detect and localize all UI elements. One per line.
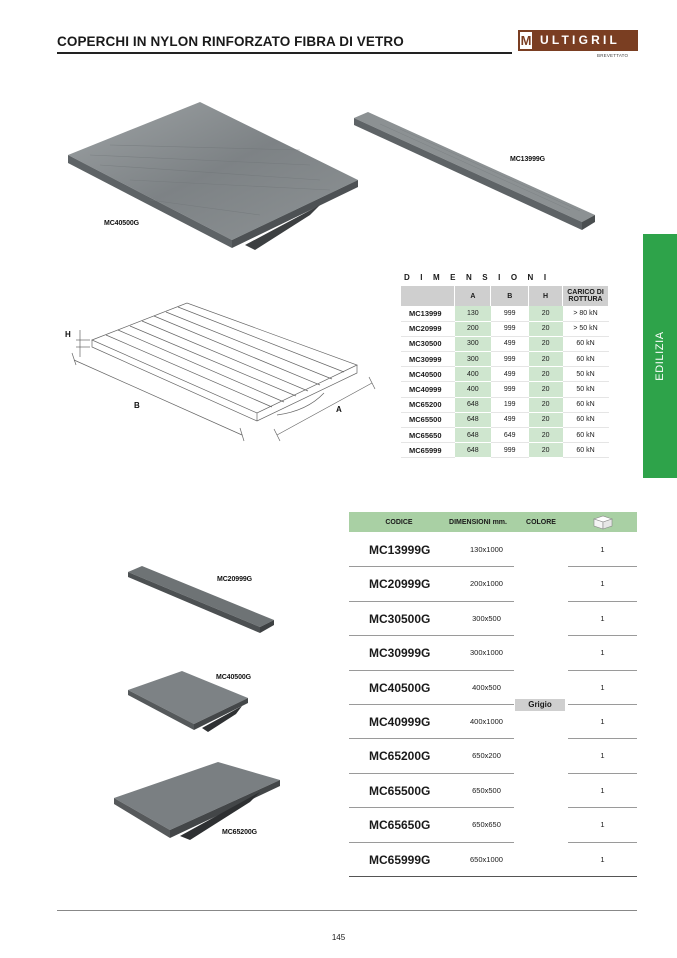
footer-divider [57,910,637,911]
product-dimensions: 650x1000 [470,854,503,864]
dim-value-cell: 648 [455,428,491,443]
dim-value-cell: 199 [491,397,529,412]
product-label: MC13999G [510,156,545,163]
dim-value-cell: 648 [455,412,491,427]
table-row [401,428,609,443]
product-code: MC65500G [369,783,431,798]
dimensions-table [401,286,609,458]
dim-code-cell: MC30500 [401,336,455,351]
product-code: MC30999G [369,646,431,661]
page-number: 145 [331,933,346,942]
dim-value-cell: 60 kN [563,443,609,458]
dim-value-cell: 999 [491,443,529,458]
dim-label-a: A [336,405,342,414]
product-code: MC65650G [369,818,431,833]
dim-value-cell: 499 [491,336,529,351]
dim-code-cell: MC13999 [401,306,455,321]
dim-value-cell: 60 kN [563,397,609,412]
table-row [401,367,609,382]
dim-value-cell: 649 [491,428,529,443]
list-item [349,774,637,808]
product-dimensions: 300x500 [472,613,501,623]
product-label: MC65200G [222,829,257,836]
dim-value-cell: 999 [491,321,529,336]
dim-value-cell: 499 [491,412,529,427]
dim-code-cell: MC30999 [401,352,455,367]
table-row [401,412,609,427]
dim-value-cell: 20 [529,428,563,443]
dim-value-cell: 400 [455,382,491,397]
product-quantity: 1 [600,579,605,589]
dim-value-cell: 60 kN [563,428,609,443]
dim-value-cell: 20 [529,336,563,351]
section-tab[interactable] [643,234,677,478]
product-code: MC30500G [369,611,431,626]
logo-subtitle: BREVETTATO [597,53,629,58]
table-row [401,336,609,351]
product-quantity: 1 [600,854,605,864]
list-item [349,808,637,842]
product-code: MC65999G [369,852,431,867]
product-dimensions: 650x500 [472,785,501,795]
dim-code-cell: MC65200 [401,397,455,412]
dim-value-cell: 20 [529,397,563,412]
list-item [349,533,637,567]
dim-value-cell: 20 [529,382,563,397]
dim-value-cell: 300 [455,352,491,367]
dim-header-load: CARICO DI ROTTURA [563,286,609,306]
dim-value-cell: 20 [529,352,563,367]
dim-code-cell: MC40500 [401,367,455,382]
page-title: COPERCHI IN NYLON RINFORZATO FIBRA DI VETRO [57,34,404,49]
list-item [349,739,637,773]
dim-value-cell: 400 [455,367,491,382]
product-dimensions: 650x200 [472,751,501,761]
product-quantity: 1 [600,682,605,692]
list-item [349,602,637,636]
dim-value-cell: 648 [455,397,491,412]
section-tab-label: EDILIZIA [654,331,666,381]
dim-value-cell: 20 [529,321,563,336]
table-row [401,397,609,412]
product-quantity: 1 [600,751,605,761]
table-bottom-rule [349,876,637,877]
product-quantity: 1 [600,648,605,658]
dim-code-cell: MC40999 [401,382,455,397]
cover-image-strip [350,110,610,240]
dim-value-cell: 999 [491,352,529,367]
product-label: MC20999G [217,576,252,583]
logo-letter: M [518,30,534,51]
dim-value-cell: > 80 kN [563,306,609,321]
dim-value-cell: 499 [491,367,529,382]
product-code: MC40500G [369,680,431,695]
dim-value-cell: 999 [491,382,529,397]
product-quantity: 1 [600,545,605,554]
product-code: MC20999G [369,577,431,592]
cover-image-large [60,100,370,260]
dim-value-cell: 20 [529,306,563,321]
table-row [401,443,609,458]
dim-value-cell: 200 [455,321,491,336]
dim-value-cell: > 50 kN [563,321,609,336]
dim-code-cell: MC65999 [401,443,455,458]
product-code: MC40999G [369,715,431,729]
dim-code-cell: MC65500 [401,412,455,427]
product-dimensions: 200x1000 [470,579,503,589]
col-header-code: CODICE [385,518,413,526]
product-code: MC13999G [369,543,431,557]
col-header-dimensions: DIMENSIONI mm. [449,518,507,526]
product-dimensions: 130x1000 [470,545,503,554]
dim-label-b: B [134,401,140,410]
list-item [349,843,637,877]
dim-value-cell: 648 [455,443,491,458]
dim-header-a: A [455,286,491,306]
product-quantity: 1 [600,820,605,830]
dim-value-cell: 50 kN [563,382,609,397]
product-dimensions: 300x1000 [470,648,503,658]
table-row [401,306,609,321]
color-badge: Grigio [515,699,565,711]
product-dimensions: 400x1000 [470,717,503,726]
dim-value-cell: 60 kN [563,352,609,367]
table-row [401,321,609,336]
dim-value-cell: 20 [529,412,563,427]
table-row [401,352,609,367]
dim-code-cell: MC20999 [401,321,455,336]
list-item [349,636,637,670]
cover-image-mc65200 [110,760,285,850]
product-label: MC40500G [104,220,139,227]
dimension-diagram [62,295,382,455]
product-table-header [349,512,637,532]
dim-code-cell: MC65650 [401,428,455,443]
list-item [349,671,637,705]
col-header-color: COLORE [526,518,556,526]
dim-value-cell: 300 [455,336,491,351]
product-code: MC65200G [369,749,431,764]
dim-value-cell: 60 kN [563,412,609,427]
logo-text: ULTIGRIL [534,30,638,51]
dim-label-h: H [65,330,71,339]
dim-value-cell: 50 kN [563,367,609,382]
box-icon [568,512,637,532]
list-item [349,705,637,739]
product-label: MC40500G [216,674,251,681]
product-dimensions: 400x500 [472,682,501,692]
dim-value-cell: 999 [491,306,529,321]
dim-value-cell: 60 kN [563,336,609,351]
product-quantity: 1 [600,717,605,726]
dim-header-h: H [529,286,563,306]
product-quantity: 1 [600,613,605,623]
product-quantity: 1 [600,785,605,795]
dim-header-blank [401,286,455,306]
cover-image-mc20999 [124,562,284,642]
multigril-logo [518,30,638,51]
list-item [349,567,637,601]
dimensions-title: DIMENSIONI [404,273,557,282]
dim-value-cell: 20 [529,367,563,382]
dim-value-cell: 20 [529,443,563,458]
dim-value-cell: 130 [455,306,491,321]
table-row [401,382,609,397]
product-dimensions: 650x650 [472,820,501,830]
header-divider [57,52,512,54]
dim-header-b: B [491,286,529,306]
